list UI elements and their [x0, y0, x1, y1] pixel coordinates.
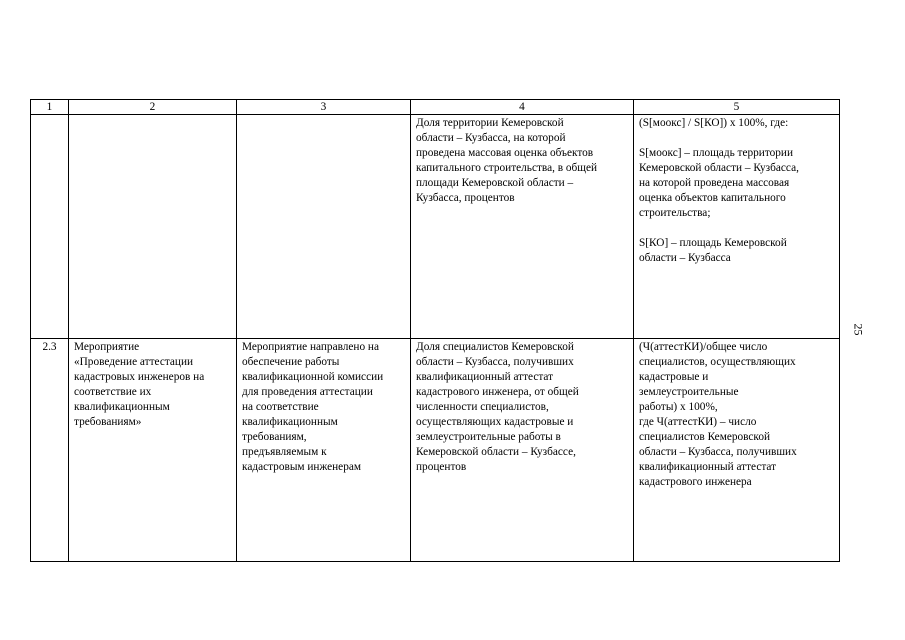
page-number: 25 — [851, 323, 866, 336]
row-number: 2.3 — [31, 339, 69, 562]
table-row — [31, 339, 840, 562]
formula-cell: (S[моокс] / S[КО]) x 100%, где: S[моокс] – площадь территории Кемеровской области – Кузбасса, на которой проведена массовая оценка объектов капитального строительства; S[КО] – площадь Кемеровской области – Кузбасса — [634, 115, 840, 339]
indicators-table — [30, 99, 840, 562]
indicator-name-cell: Доля специалистов Кемеровской области – Кузбасса, получивших квалификационный аттестат кадастрового инженера, от общей численности специалистов, осуществляющих кадастровые и землеустроительные работы в Кемеровской области – Кузбассе, процентов — [411, 339, 634, 562]
header-col-5: 5 — [634, 100, 840, 115]
table-header-row — [31, 100, 840, 115]
event-description-cell: Мероприятие направлено на обеспечение работы квалификационной комиссии для проведения аттестации на соответствие квалификационным требованиям, предъявляемым к кадастровым инженерам — [237, 339, 411, 562]
indicator-name-cell: Доля территории Кемеровской области – Кузбасса, на которой проведена массовая оценка объектов капитального строительства, в общей площади Кемеровской области – Кузбасса, процентов — [411, 115, 634, 339]
event-name-cell — [69, 115, 237, 339]
formula-cell: (Ч(аттестКИ)/общее число специалистов, осуществляющих кадастровые и землеустроительные работы) x 100%, где Ч(аттестКИ) – число специалистов Кемеровской области – Кузбасса, получивших квалификационный аттестат кадастрового инженера — [634, 339, 840, 562]
header-col-2: 2 — [69, 100, 237, 115]
event-name-cell: Мероприятие «Проведение аттестации кадастровых инженеров на соответствие их квалификационным требованиям» — [69, 339, 237, 562]
header-col-3: 3 — [237, 100, 411, 115]
header-col-1: 1 — [31, 100, 69, 115]
header-col-4: 4 — [411, 100, 634, 115]
row-number — [31, 115, 69, 339]
table-row — [31, 115, 840, 339]
event-description-cell — [237, 115, 411, 339]
